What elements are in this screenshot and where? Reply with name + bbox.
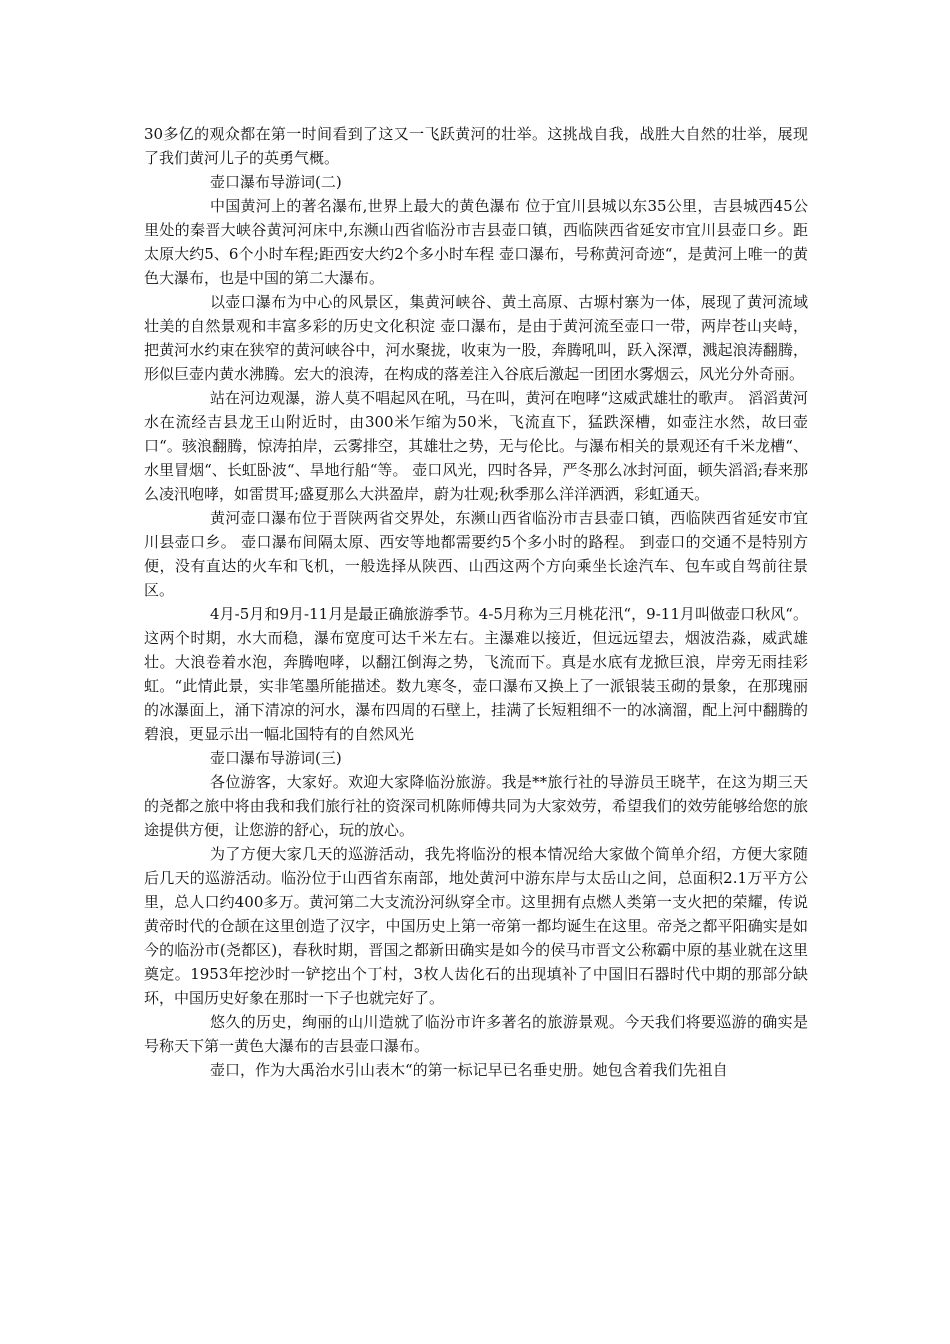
body-paragraph: 站在河边观瀑，游人莫不唱起风在吼，马在叫，黄河在咆哮“这威武雄壮的歌声。 滔滔黄河水在流经吉县龙王山附近时，由300米乍缩为50米，飞流直下，猛跌深槽，如壶注水然，故曰壶口“。骇浪翻腾，惊涛拍岸，云雾排空，其雄壮之势，无与伦比。与瀑布相关的景观还有千米龙槽“、水里冒烟“、长虹卧波“、旱地行船“等。 壶口风光，四时各异，严冬那么冰封河面，顿失滔滔;春来那么凌汛咆哮，如雷贯耳;盛夏那么大洪盈岸，蔚为壮观;秋季那么洋洋洒洒，彩虹通天。 [144,389,808,503]
document-page [144,122,808,1082]
section-heading: 壶口瀑布导游词(二) [210,173,342,191]
body-paragraph: 黄河壶口瀑布位于晋陕两省交界处，东濒山西省临汾市吉县壶口镇，西临陕西省延安市宜川县壶口乡。 壶口瀑布间隔太原、西安等地都需要约5个多小时的路程。 到壶口的交通不是特别方便，没有直达的火车和飞机，一般选择从陕西、山西这两个方向乘坐长途汽车、包车或自驾前往景区。 [144,509,808,599]
body-paragraph: 以壶口瀑布为中心的风景区，集黄河峡谷、黄土高原、古塬村寨为一体，展现了黄河流域壮美的自然景观和丰富多彩的历史文化积淀 壶口瀑布，是由于黄河流至壶口一带，两岸苍山夹峙，把黄河水约束在狭窄的黄河峡谷中，河水聚拢，收束为一股，奔腾吼叫，跃入深潭，溅起浪涛翻腾，形似巨壶内黄水沸腾。宏大的浪涛，在构成的落差注入谷底后激起一团团水雾烟云，风光分外奇丽。 [144,293,808,383]
body-paragraph: 30多亿的观众都在第一时间看到了这又一飞跃黄河的壮举。这挑战自我，战胜大自然的壮举，展现了我们黄河儿子的英勇气概。 [144,125,808,167]
body-paragraph: 悠久的历史，绚丽的山川造就了临汾市许多著名的旅游景观。今天我们将要巡游的确实是号称天下第一黄色大瀑布的吉县壶口瀑布。 [144,1013,808,1055]
body-paragraph: 为了方便大家几天的巡游活动，我先将临汾的根本情况给大家做个简单介绍，方便大家随后几天的巡游活动。临汾位于山西省东南部，地处黄河中游东岸与太岳山之间，总面积2.1万平方公里，总人口约400多万。黄河第二大支流汾河纵穿全市。这里拥有点燃人类第一支火把的荣耀，传说黄帝时代的仓颉在这里创造了汉字，中国历史上第一帝第一都均诞生在这里。帝尧之都平阳确实是如今的临汾市(尧都区)，春秋时期，晋国之都新田确实是如今的侯马市晋文公称霸中原的基业就在这里奠定。1953年挖沙时一铲挖出个丁村，3枚人齿化石的出现填补了中国旧石器时代中期的那部分缺环，中国历史好象在那时一下子也就完好了。 [144,845,808,1007]
section-heading: 壶口瀑布导游词(三) [210,749,342,767]
body-paragraph: 壶口，作为大禹治水引山表木“的第一标记早已名垂史册。她包含着我们先祖自 [210,1061,728,1079]
body-paragraph: 中国黄河上的著名瀑布,世界上最大的黄色瀑布 位于宜川县城以东35公里，吉县城西45公里处的秦晋大峡谷黄河河床中,东濒山西省临汾市吉县壶口镇，西临陕西省延安市宜川县壶口乡。距太原大约5、6个小时车程;距西安大约2个多小时车程 壶口瀑布，号称黄河奇迹“，是黄河上唯一的黄色大瀑布，也是中国的第二大瀑布。 [144,197,808,287]
body-paragraph: 4月-5月和9月-11月是最正确旅游季节。4-5月称为三月桃花汛“，9-11月叫做壶口秋风“。这两个时期，水大而稳，瀑布宽度可达千米左右。主瀑难以接近，但远远望去，烟波浩淼，威武雄壮。大浪卷着水泡，奔腾咆哮，以翻江倒海之势，飞流而下。真是水底有龙掀巨浪，岸旁无雨挂彩虹。“此情此景，实非笔墨所能描述。数九寒冬，壶口瀑布又换上了一派银装玉砌的景象，在那瑰丽的冰瀑面上，涌下清凉的河水，瀑布四周的石壁上，挂满了长短粗细不一的冰滴溜，配上河中翻腾的碧浪，更显示出一幅北国特有的自然风光 [144,605,808,743]
body-paragraph: 各位游客，大家好。欢迎大家降临汾旅游。我是**旅行社的导游员王晓芊，在这为期三天的尧都之旅中将由我和我们旅行社的资深司机陈师傅共同为大家效劳，希望我们的效劳能够给您的旅途提供方便，让您游的舒心，玩的放心。 [144,773,808,839]
